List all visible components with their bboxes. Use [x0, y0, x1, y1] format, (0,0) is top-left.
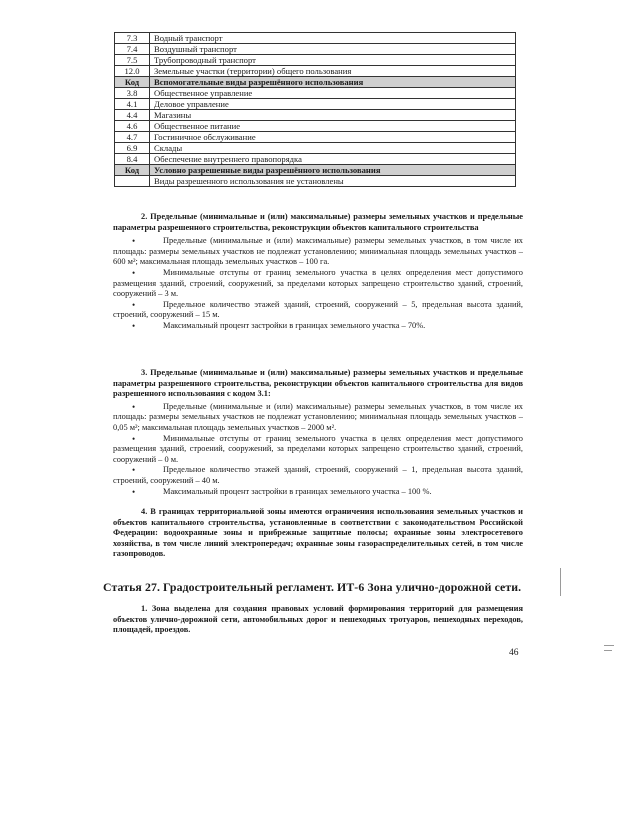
bullet-icon: • — [132, 433, 136, 444]
table-text-cell: Склады — [150, 143, 516, 154]
bullet-icon: • — [132, 267, 136, 278]
table-code-cell: 7.5 — [115, 55, 150, 66]
table-row — [115, 99, 516, 110]
bullet-text: Предельное количество этажей зданий, строений, сооружений – 1, предельная высота зданий, строений, сооружений – 40 м. — [113, 465, 523, 485]
bullet-item — [113, 268, 523, 300]
table-text-cell: Общественное управление — [150, 88, 516, 99]
bullet-text: Минимальные отступы от границ земельного участка в целях определения мест допустимого размещения зданий, строений, сооружений, за пределами которых запрещено строительство зданий, строений, сооружений – 0 м. — [113, 433, 523, 464]
page-number: 46 — [509, 648, 519, 658]
section-4 — [113, 507, 523, 560]
section-2-heading: 2. Предельные (минимальные и (или) максимальные) размеры земельных участков и предельные параметры разрешенного строительства, реконструкции объектов капитального строительства — [113, 212, 523, 232]
bullet-icon: • — [132, 465, 136, 476]
table-text-cell: Общественное питание — [150, 121, 516, 132]
bullet-text: Предельные (минимальные и (или) максимальные) размеры земельных участков, в том числе их площадь: размеры земельных участков не подлежат установлению; минимальная площадь земельных участков – 0,05 м²; максимальная площадь земельных участков – 2000 м². — [113, 401, 523, 432]
table-code-cell: 4.7 — [115, 132, 150, 143]
bullet-item — [113, 300, 523, 321]
table-header-row — [115, 77, 516, 88]
scan-edge-mark — [560, 568, 561, 596]
section-3-heading: 3. Предельные (минимальные и (или) максимальные) размеры земельных участков и предельные параметры разрешенного строительства, реконструкции объектов капитального строительства для видов разрешенного использования с кодом 3.1: — [113, 368, 523, 399]
bullet-text: Минимальные отступы от границ земельного участка в целях определения мест допустимого размещения зданий, строений, сооружений, за пределами которых запрещено строительство зданий, строений, сооружений – 3 м. — [113, 267, 523, 299]
bullet-item — [113, 487, 523, 498]
bullet-text: Максимальный процент застройки в границах земельного участка – 100 %. — [163, 486, 432, 496]
table-text-cell: Условно разрешенные виды разрешённого использования — [150, 165, 516, 176]
table-code-cell — [115, 176, 150, 187]
bullet-text: Предельные (минимальные и (или) максимальные) размеры земельных участков, в том числе их площадь: размеры земельных участков не подлежат установлению; минимальная площадь земельных участков – 600 м²; максимальная площадь земельных участков – 100 га. — [113, 236, 523, 267]
table-row — [115, 88, 516, 99]
table-code-cell: 12.0 — [115, 66, 150, 77]
bullet-item — [113, 236, 523, 268]
table-text-cell: Воздушный транспорт — [150, 44, 516, 55]
table-row — [115, 110, 516, 121]
bullet-icon: • — [132, 401, 136, 412]
bullet-item — [113, 402, 523, 434]
table-text-cell: Обеспечение внутреннего правопорядка — [150, 154, 516, 165]
bullet-item — [113, 321, 523, 332]
table-code-cell: Код — [115, 77, 150, 88]
bullet-item — [113, 434, 523, 466]
table-row — [115, 66, 516, 77]
table-text-cell: Трубопроводный транспорт — [150, 55, 516, 66]
table-row — [115, 154, 516, 165]
bullet-text: Предельное количество этажей зданий, строений, сооружений – 5, предельная высота зданий, строений, сооружений – 15 м. — [113, 299, 523, 320]
table-code-cell: 3.8 — [115, 88, 150, 99]
table-text-cell: Земельные участки (территории) общего пользования — [150, 66, 516, 77]
bullet-text: Максимальный процент застройки в границах земельного участка – 70%. — [163, 320, 426, 330]
bullet-icon: • — [132, 486, 136, 497]
table-row — [115, 33, 516, 44]
table-text-cell: Виды разрешенного использования не установлены — [150, 176, 516, 187]
table-row — [115, 55, 516, 66]
table-text-cell: Деловое управление — [150, 99, 516, 110]
table-text-cell: Гостиничное обслуживание — [150, 132, 516, 143]
land-use-table — [114, 32, 516, 187]
article-title: Статья 27. Градостроительный регламент. ИТ-6 Зона улично-дорожной сети. — [103, 580, 522, 594]
table-row — [115, 121, 516, 132]
table-header-row — [115, 165, 516, 176]
table-row — [115, 132, 516, 143]
article-paragraph-block — [113, 604, 523, 636]
table-row — [115, 44, 516, 55]
table-code-cell: 8.4 — [115, 154, 150, 165]
bullet-icon: • — [132, 299, 136, 310]
section-3 — [113, 368, 523, 497]
table-row — [115, 143, 516, 154]
table-code-cell: 7.3 — [115, 33, 150, 44]
bullet-item — [113, 465, 523, 486]
table-code-cell: 6.9 — [115, 143, 150, 154]
bullet-icon: • — [132, 236, 136, 247]
table-code-cell: Код — [115, 165, 150, 176]
table-row — [115, 176, 516, 187]
scan-edge-mark — [604, 645, 614, 646]
table-text-cell: Вспомогательные виды разрешённого использования — [150, 77, 516, 88]
table-text-cell: Магазины — [150, 110, 516, 121]
scan-edge-mark — [604, 650, 612, 651]
table-code-cell: 4.4 — [115, 110, 150, 121]
bullet-icon: • — [132, 320, 136, 331]
section-4-text: 4. В границах территориальной зоны имеются ограничения использования земельных участков и объектов капитального строительства, установленные в соответствии с законодательством Российской Федерации: водоохранные зоны и прибрежные защитные полосы; охранные зоны электросетевого хозяйства, в том числе линий электропередач; охранные зоны газораспределительных сетей, в том числе газопроводов. — [113, 507, 523, 559]
table-code-cell: 4.6 — [115, 121, 150, 132]
article-paragraph: 1. Зона выделена для создания правовых условий формирования территорий для размещения объектов улично-дорожной сети, автомобильных дорог и пешеходных тротуаров, пешеходных переходов, площадей, проездов. — [113, 604, 523, 635]
table-code-cell: 4.1 — [115, 99, 150, 110]
section-2 — [113, 212, 523, 332]
table-code-cell: 7.4 — [115, 44, 150, 55]
table-text-cell: Водный транспорт — [150, 33, 516, 44]
